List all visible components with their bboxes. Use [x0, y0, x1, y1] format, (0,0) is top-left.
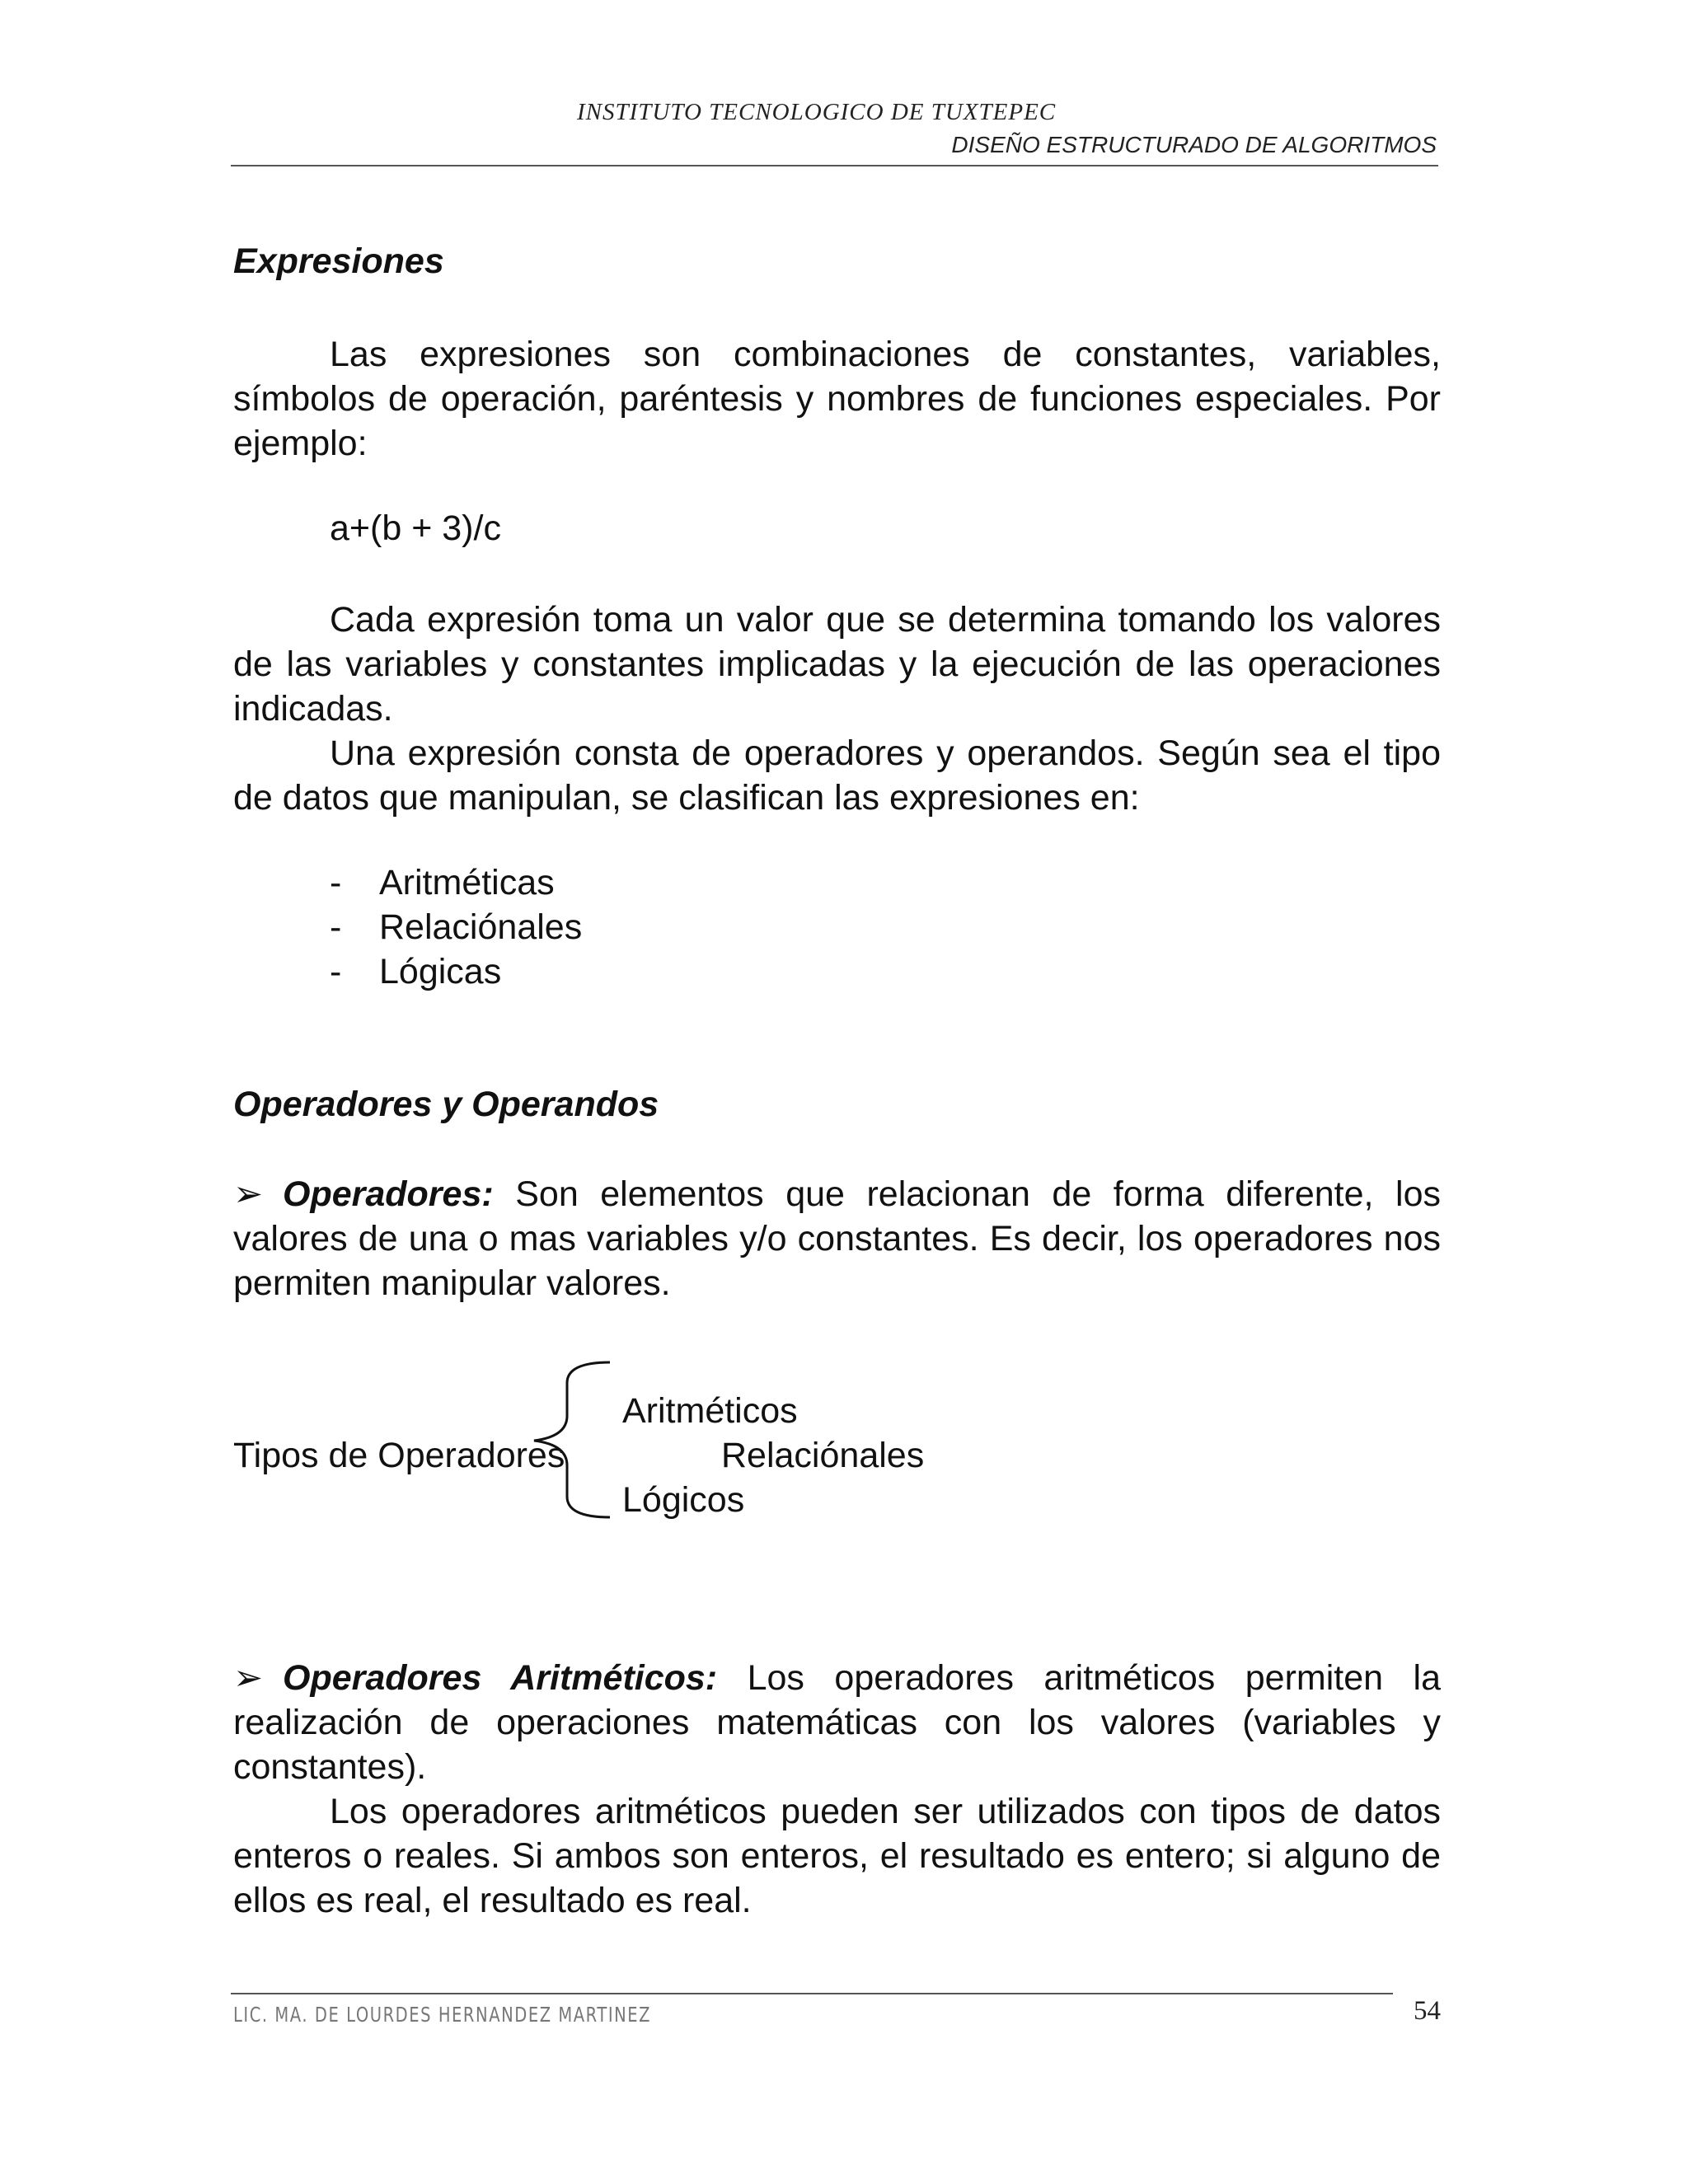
list-item-label: Relaciónales — [379, 907, 583, 947]
list-dash: - — [330, 863, 342, 902]
paragraph-valor-expresion: Cada expresión toma un valor que se determina tomando los valores de las variables y constantes implicadas y la ejecución de las operaciones indicadas. — [233, 600, 1441, 729]
section-heading-operadores-operandos: Operadores y Operandos — [233, 1085, 659, 1124]
paragraph-operadores-aritmeticos — [233, 1656, 1441, 1789]
diagram-root-label: Tipos de Operadores — [233, 1436, 565, 1475]
operadores-description: Son elementos que relacionan de forma diferente, los valores de una o mas variables y/o constantes. Es decir, los operadores nos permiten manipular valores. — [233, 1174, 1441, 1303]
arrow-bullet-icon: ➢ — [233, 1174, 264, 1214]
section-heading-expresiones: Expresiones — [233, 241, 444, 281]
diagram-branch-relacionales: Relaciónales — [721, 1436, 925, 1475]
diagram-branch-logicos: Lógicos — [622, 1480, 745, 1520]
paragraph-tipos-datos: Los operadores aritméticos pueden ser utilizados con tipos de datos enteros o reales. Si ambos son enteros, el resultado es entero; si alguno de ellos es real, el resultado es real. — [233, 1792, 1441, 1920]
term-operadores-aritmeticos: Operadores Aritméticos: — [283, 1658, 718, 1698]
list-item — [330, 952, 501, 992]
header-divider — [231, 165, 1438, 166]
list-item — [330, 863, 555, 903]
diagram-branch-aritmeticos: Aritméticos — [622, 1391, 798, 1431]
footer-divider — [231, 1993, 1393, 1994]
paragraph-clasificacion: Una expresión consta de operadores y operandos. Según sea el tipo de datos que manipulan, se clasifican las expresiones en: — [233, 733, 1441, 818]
list-item-label: Aritméticas — [379, 863, 555, 902]
term-operadores: Operadores: — [283, 1174, 494, 1214]
header-course-title: DISEÑO ESTRUCTURADO DE ALGORITMOS — [951, 132, 1437, 157]
list-dash: - — [330, 907, 342, 947]
header-institution: INSTITUTO TECNOLOGICO DE TUXTEPEC — [577, 99, 1057, 125]
example-expression: a+(b + 3)/c — [330, 509, 501, 548]
arrow-bullet-icon: ➢ — [233, 1658, 264, 1698]
curly-brace-icon — [528, 1358, 618, 1523]
paragraph-operadores — [233, 1172, 1441, 1305]
paragraph-expresiones-definition: Las expresiones son combinaciones de constantes, variables, símbolos de operación, paréntesis y nombres de funciones especiales. Por ejemplo: — [233, 335, 1441, 463]
footer-author: LIC. MA. DE LOURDES HERNANDEZ MARTINEZ — [233, 2003, 652, 2027]
list-item — [330, 907, 582, 948]
list-item-label: Lógicas — [379, 952, 502, 991]
operadores-aritmeticos-description: Los operadores aritméticos permiten la realización de operaciones matemáticas con los valores (variables y constantes). — [233, 1658, 1441, 1787]
page-number: 54 — [1414, 1996, 1441, 2026]
list-dash: - — [330, 952, 342, 991]
